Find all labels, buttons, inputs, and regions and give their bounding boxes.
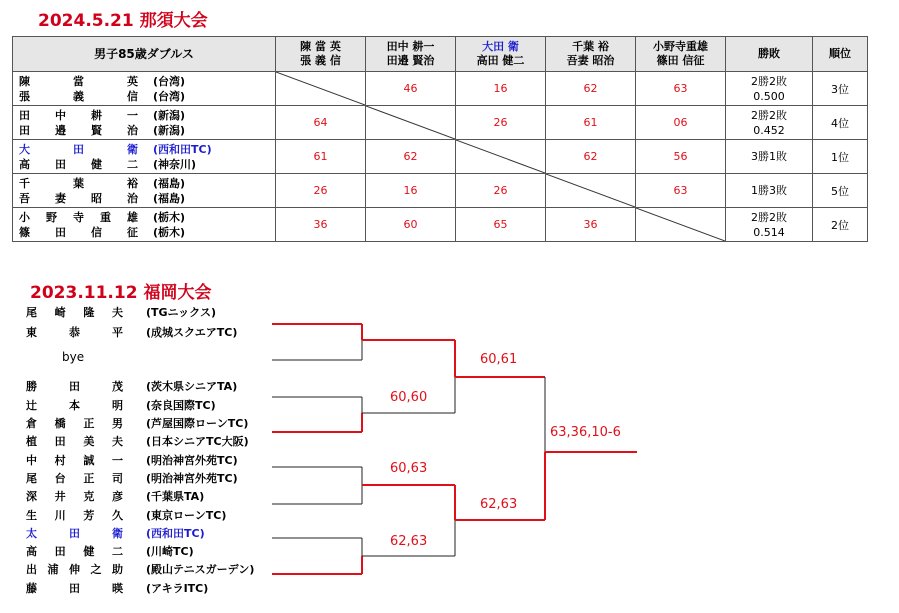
- player-club: (栃木): [153, 226, 186, 239]
- player-club: (奈良国際TC): [146, 399, 216, 412]
- player-club: (明治神宮外苑TC): [146, 472, 238, 485]
- player-club: (アキラITC): [146, 582, 209, 595]
- player-name: 田 中 耕 一: [19, 109, 139, 122]
- bracket-player: [26, 543, 194, 559]
- player-club: (新潟): [153, 124, 186, 137]
- bracket-score: 60,60: [390, 390, 428, 405]
- player-name: 勝 田 茂: [26, 380, 124, 393]
- player-club: (千葉県TA): [146, 490, 205, 503]
- player-club: (台湾): [153, 75, 186, 88]
- event-header: 男子85歳ダブルス: [13, 37, 276, 72]
- player-club: (日本シニアTC大阪): [146, 435, 249, 448]
- player-club: (台湾): [153, 90, 186, 103]
- score-cell: 16: [456, 72, 546, 106]
- pair-header: 千葉 裕 吾妻 昭治: [546, 37, 636, 72]
- rank-cell: 3位: [813, 72, 868, 106]
- player-club: (明治神宮外苑TC): [146, 454, 238, 467]
- score-cell: 65: [456, 208, 546, 242]
- rank-cell: 4位: [813, 106, 868, 140]
- score-cell: 63: [636, 174, 726, 208]
- bracket-player: [26, 488, 204, 504]
- score-cell: 36: [276, 208, 366, 242]
- bracket-player: [26, 433, 249, 449]
- player-name: 太 田 衛: [26, 527, 124, 540]
- score-cell: 56: [636, 140, 726, 174]
- score-cell: 62: [366, 140, 456, 174]
- player-club: (新潟): [153, 109, 186, 122]
- bracket-player: [26, 580, 208, 596]
- player-name: 出 浦 伸 之 助: [26, 563, 124, 576]
- bracket-player: [26, 452, 238, 468]
- player-club: (芦屋国際ローンTC): [146, 417, 249, 430]
- player-name: 中 村 誠 一: [26, 454, 124, 467]
- bracket-player: [26, 507, 226, 523]
- player-name: 植 田 美 夫: [26, 435, 124, 448]
- score-cell: 61: [276, 140, 366, 174]
- score-cell: 62: [546, 140, 636, 174]
- player-club: (川崎TC): [146, 545, 194, 558]
- result-cell: 2勝2敗 0.452: [726, 106, 813, 140]
- result-cell: 2勝2敗 0.500: [726, 72, 813, 106]
- player-name: 田 邉 賢 治: [19, 124, 139, 137]
- result-cell: 3勝1敗: [726, 140, 813, 174]
- player-name: 尾 台 正 司: [26, 472, 124, 485]
- tournament-1-title: 2024.5.21 那須大会: [38, 11, 208, 31]
- pair-header: 陳 當 英 張 義 信: [276, 37, 366, 72]
- player-club: (神奈川): [153, 158, 197, 171]
- pair-header: 田中 耕一 田邉 賢治: [366, 37, 456, 72]
- player-name: 辻 本 明: [26, 399, 124, 412]
- score-cell: 16: [366, 174, 456, 208]
- player-name: 小 野 寺 重 雄: [19, 211, 139, 224]
- player-name: 藤 田 暎: [26, 582, 124, 595]
- player-club: (成城スクエアTC): [146, 326, 238, 339]
- player-name: 高 田 健 二: [19, 158, 139, 171]
- bracket-player: [26, 525, 205, 541]
- bracket-score: 63,36,10-6: [550, 425, 621, 440]
- player-name: 篠 田 信 征: [19, 226, 139, 239]
- player-name: 東 恭 平: [26, 326, 124, 339]
- result-header: 勝敗: [726, 37, 813, 72]
- bracket-player: [26, 397, 216, 413]
- score-cell: 63: [636, 72, 726, 106]
- player-club: (西和田TC): [146, 527, 205, 540]
- player-club: (福島): [153, 192, 186, 205]
- bracket-score: 60,63: [390, 461, 428, 476]
- pair-header: 小野寺重雄 篠田 信征: [636, 37, 726, 72]
- player-name: 吾 妻 昭 治: [19, 192, 139, 205]
- rank-cell: 5位: [813, 174, 868, 208]
- result-cell: 1勝3敗: [726, 174, 813, 208]
- bracket-score: 62,63: [390, 534, 428, 549]
- player-club: (西和田TC): [153, 143, 212, 156]
- bracket-player: [26, 304, 216, 320]
- bye-label: bye: [62, 350, 85, 364]
- player-club: (殿山テニスガーデン): [146, 563, 255, 576]
- rank-header: 順位: [813, 37, 868, 72]
- bracket-score: 62,63: [480, 497, 518, 512]
- player-club: (茨木県シニアTA): [146, 380, 238, 393]
- bracket-player: [26, 324, 237, 340]
- player-name: 千 葉 裕: [19, 177, 139, 190]
- tournament-2-title: 2023.11.12 福岡大会: [30, 283, 212, 303]
- pair-header: 大田 衛 高田 健二: [456, 37, 546, 72]
- bracket-player: [26, 561, 254, 577]
- player-name: 陳 當 英: [19, 75, 139, 88]
- player-name: 生 川 芳 久: [26, 509, 124, 522]
- player-club: (東京ローンTC): [146, 509, 227, 522]
- bracket-score: 60,61: [480, 352, 518, 367]
- score-cell: 61: [546, 106, 636, 140]
- result-cell: 2勝2敗 0.514: [726, 208, 813, 242]
- bracket-player: [26, 378, 237, 394]
- player-name: 大 田 衛: [19, 143, 139, 156]
- player-club: (福島): [153, 177, 186, 190]
- score-cell: 46: [366, 72, 456, 106]
- score-cell: 60: [366, 208, 456, 242]
- bracket-player: [26, 470, 238, 486]
- rank-cell: 2位: [813, 208, 868, 242]
- score-cell: 26: [456, 106, 546, 140]
- bracket-player: [26, 415, 248, 431]
- score-cell: 26: [276, 174, 366, 208]
- player-club: (TGニックス): [146, 306, 217, 319]
- score-cell: 06: [636, 106, 726, 140]
- score-cell: 64: [276, 106, 366, 140]
- rank-cell: 1位: [813, 140, 868, 174]
- player-name: 倉 橋 正 男: [26, 417, 124, 430]
- player-name: 尾 崎 隆 夫: [26, 306, 124, 319]
- player-name: 張 義 信: [19, 90, 139, 103]
- player-club: (栃木): [153, 211, 186, 224]
- player-name: 高 田 健 二: [26, 545, 124, 558]
- score-cell: 62: [546, 72, 636, 106]
- score-cell: 36: [546, 208, 636, 242]
- score-cell: 26: [456, 174, 546, 208]
- player-name: 深 井 克 彦: [26, 490, 124, 503]
